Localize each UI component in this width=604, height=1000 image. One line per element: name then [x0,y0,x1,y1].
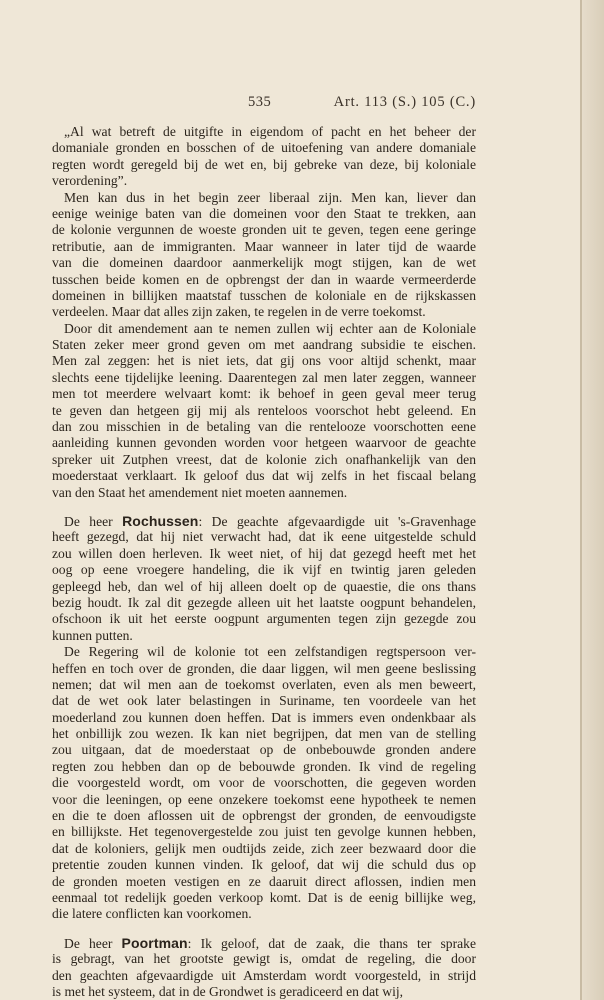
text-line: van den Staat het amendement niet moeten aannemen. [52,484,348,500]
paragraph [52,321,476,501]
text-line [52,513,476,529]
text-line: Door dit amendement aan te nemen zullen wij echter aan de Koloniale [64,320,476,336]
text-line: aanleiding kunnen gevonden worden voor hetgeen waarvoor de geachte [52,435,476,451]
text-line: dat de koloniers, gelijk men oudtijds zeide, zich zeer bezwaard door die [52,840,476,856]
paragraph [52,124,476,190]
text-line: zou uitgaan, dat de moederstaat op de onbebouwde gronden andere [52,742,476,758]
article-reference: Art. 113 (S.) 105 (C.) [333,94,476,110]
speech-paragraph [52,513,476,644]
paragraph [52,644,476,923]
text-line: oog op eene vroegere handeling, die ik vijf en twintig jaren geleden [52,562,476,578]
text-line: retributie, aan de immigranten. Maar wanneer in later tijd de waarde [52,238,476,254]
text-line: heeft gezegd, dat hij niet verwacht had, dat ik eene uitgestelde schuld [52,529,476,545]
text-line: verordening”. [52,173,128,189]
paragraph [52,190,476,321]
text-line: dan zou misschien in de betaling van die rentelooze voorschotten eene [52,419,476,435]
text-line: te geven dan hetgeen gij mij als renteloos voorschot hebt geleend. En [52,402,476,418]
text-line: en die te doen aflossen uit de opbrengst der gronden, de eenvoudigste [52,808,476,824]
text-line: „Al wat betreft de uitgifte in eigendom of pacht en het beheer der [64,124,476,139]
text-fragment: : Ik geloof, dat de zaak, die thans ter sprake [187,935,476,951]
text-line: heffen en toch over de gronden, die daar liggen, wil men geene beslissing [52,660,476,676]
text-line: Men kan dus in het begin zeer liberaal zijn. Men kan, liever dan [64,189,476,205]
text-line: gepleegd heb, dan wel of hij alleen doelt op de quaestie, die ons thans [52,578,476,594]
text-line: men tot meerdere welvaart komt: ik behoef in geen geval meer terug [52,386,476,402]
text-line: Staten zeker meer grond geven om met aandrang subsidie te eischen. [52,337,476,353]
text-line: het onbillijk zou wezen. Ik kan niet begrijpen, dat men van de stelling [52,726,476,742]
text-fragment: : De geachte afgevaardigde uit 's-Gravenhage [198,513,476,529]
text-line: kunnen putten. [52,627,133,643]
text-line: regten zou hebben dan op de bebouwde gronden. Ik vind de regeling [52,758,476,774]
text-line: is gebragt, van het grootste gewigt is, omdat de regeling, die door [52,951,476,967]
text-line: spreker uit Zutphen vreest, dat de kolonie zich onafhankelijk van den [52,451,476,467]
text-fragment: De heer [64,513,123,529]
text-fragment: De heer [64,935,122,951]
text-line: de gronden moeten vestigen en ze daaruit direct aflossen, indien men [52,873,476,889]
text-line: en billijkste. Het tegenovergestelde zou juist ten gevolge kunnen hebben, [52,824,476,840]
text-line: die latere conflicten kan voorkomen. [52,906,252,922]
text-line: moederland zou kunnen doen heffen. Dat is immers even ondenkbaar als [52,709,476,725]
text-line: domeinen in billijken maatstaf tusschen de koloniale en de rijkskassen [52,287,476,303]
page-edge [582,0,604,1000]
speech-paragraph [52,935,476,1000]
body-text [52,124,476,1000]
text-line: de kolonie vergunnen de woeste gronden uit te geven, tegen eene geringe [52,222,476,238]
text-line: is met het systeem, dat in de Grondwet is geradiceerd en dat wij, [52,983,404,999]
text-line: verdeelen. Maar dat alles zijn zaken, te regelen in de verre toekomst. [52,304,426,320]
text-line: De Regering wil de kolonie tot een zelfstandigen regtspersoon ver- [64,644,476,660]
speaker-gap [52,923,476,935]
text-line: nemen; dat wil men aan de toekomst overlaten, even als men beweert, [52,676,476,692]
text-line: regten wordt geregeld bij de wet en, bij gebreke van deze, bij koloniale [52,156,476,172]
text-line: tusschen beide komen en de opbrengst der dan in waarde vermeerderde [52,271,476,287]
text-line: eenmaal tot redelijk goeden verkoop komt. Dat is de eenig billijke weg, [52,889,476,905]
text-line: pretentie zouden kunnen vinden. Ik geloof, dat wij die schuld dus op [52,857,476,873]
text-line: zou willen doen herleven. Ik weet niet, of hij dat gezegd heeft met het [52,545,476,561]
text-line [52,935,476,951]
speaker-name: Poortman [121,934,188,951]
text-line: die voorgesteld wordt, om voor de voorschotten, die gegeven worden [52,775,476,791]
text-line: eenige weinige baten van die domeinen voor den Staat te trekken, aan [52,205,476,221]
text-line: den geachten afgevaardigde uit Amsterdam wordt voorgesteld, in strijd [52,967,476,983]
text-line: dat de wet ook later belastingen in Suriname, ten voordeele van het [52,693,476,709]
text-line: van die domeinen daardoor aanmerkelijk mogt stijgen, kan de wet [52,255,476,271]
text-line: bezig houdt. Ik zal dit gezegde alleen uit het laatste oogpunt behandelen, [52,594,476,610]
text-line: domaniale gronden en bosschen of de uitoefening van andere domaniale [52,140,476,156]
speaker-gap [52,501,476,513]
text-line: voor die leeningen, op eene onzekere toekomst eene hypotheek te nemen [52,791,476,807]
speaker-name: Rochussen [122,512,199,529]
text-line: Men zal zeggen: het is niet iets, dat gij ons voor altijd schenkt, maar [52,353,476,369]
page-number: 535 [248,94,272,110]
text-line: slechts eene tijdelijke leening. Daarentegen zal men later zeggen, wanneer [52,369,476,385]
text-line: ofschoon ik uit het eerste oogpunt argumenten tegen zijn gezegde zou [52,611,476,627]
text-line: moederstaat verklaart. Ik geloof dus dat wij zelfs in het fiscaal belang [52,468,476,484]
